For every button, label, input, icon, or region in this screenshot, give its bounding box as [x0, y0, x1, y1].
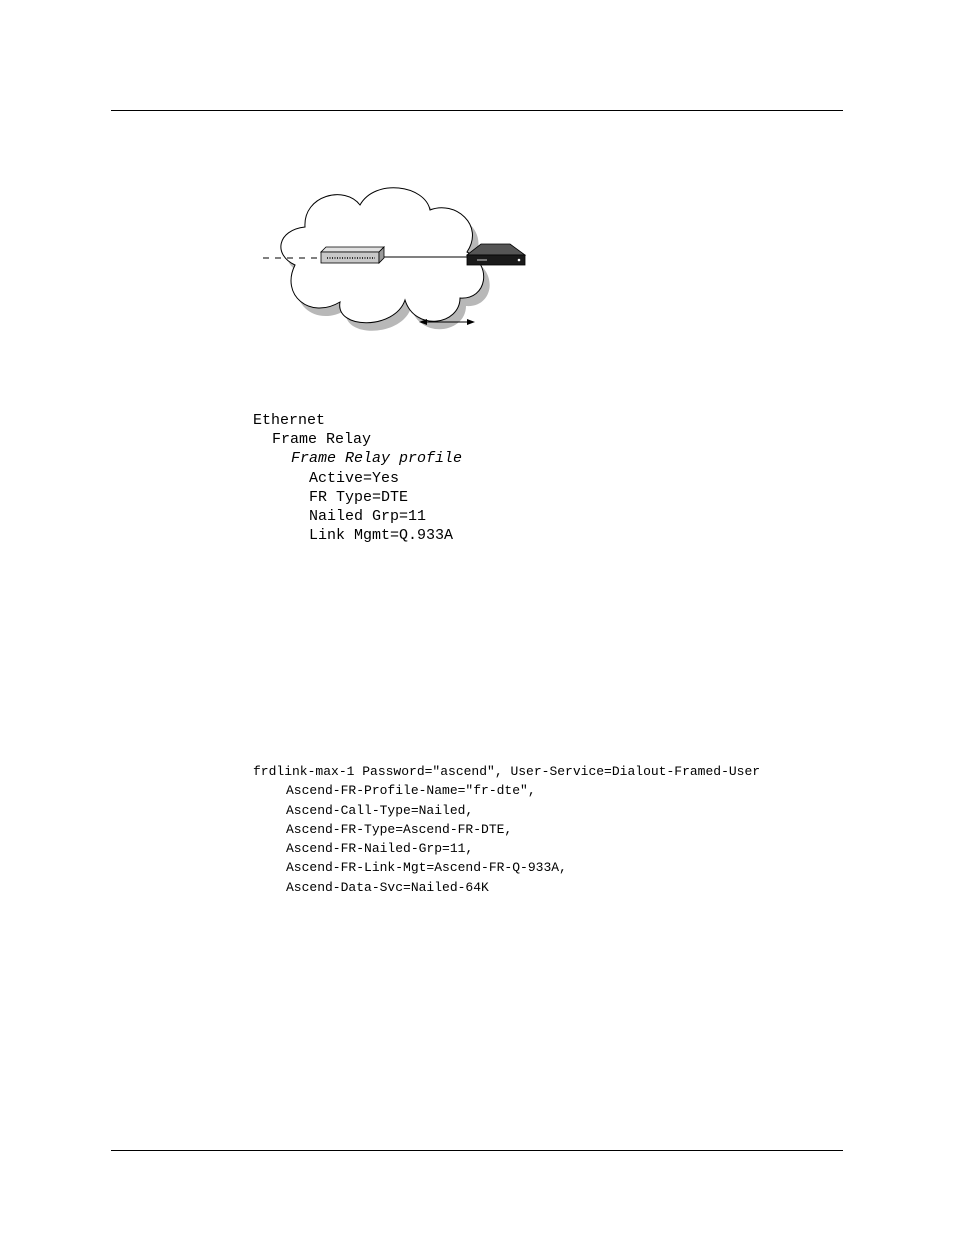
radius-user-entry	[253, 762, 760, 897]
radius-attribute: Ascend-FR-Profile-Name="fr-dte",	[286, 783, 536, 799]
menu-level-frame-relay: Frame Relay	[272, 431, 372, 449]
radius-attribute: Ascend-FR-Link-Mgt=Ascend-FR-Q-933A,	[286, 860, 567, 876]
footer-rule	[111, 1150, 843, 1151]
frame-relay-network-diagram	[255, 180, 535, 340]
setting-nailed-grp: Nailed Grp=11	[309, 507, 427, 525]
radius-first-line: frdlink-max-1 Password="ascend", User-Service=Dialout-Framed-User	[253, 764, 761, 779]
header-rule	[111, 110, 843, 111]
menu-level-profile: Frame Relay profile	[291, 450, 463, 468]
setting-fr-type: FR Type=DTE	[309, 488, 409, 506]
radius-attribute: Ascend-FR-Type=Ascend-FR-DTE,	[286, 821, 513, 837]
setting-active: Active=Yes	[309, 469, 400, 487]
menu-level-ethernet: Ethernet	[253, 412, 326, 429]
radius-attribute: Ascend-FR-Nailed-Grp=11,	[286, 841, 474, 857]
setting-link-mgmt: Link Mgmt=Q.933A	[309, 527, 454, 545]
max-unit-icon	[321, 247, 384, 263]
radius-attribute: Ascend-Call-Type=Nailed,	[286, 802, 474, 818]
menu-path-example	[253, 411, 462, 545]
radius-attribute: Ascend-Data-Svc=Nailed-64K	[286, 879, 489, 895]
